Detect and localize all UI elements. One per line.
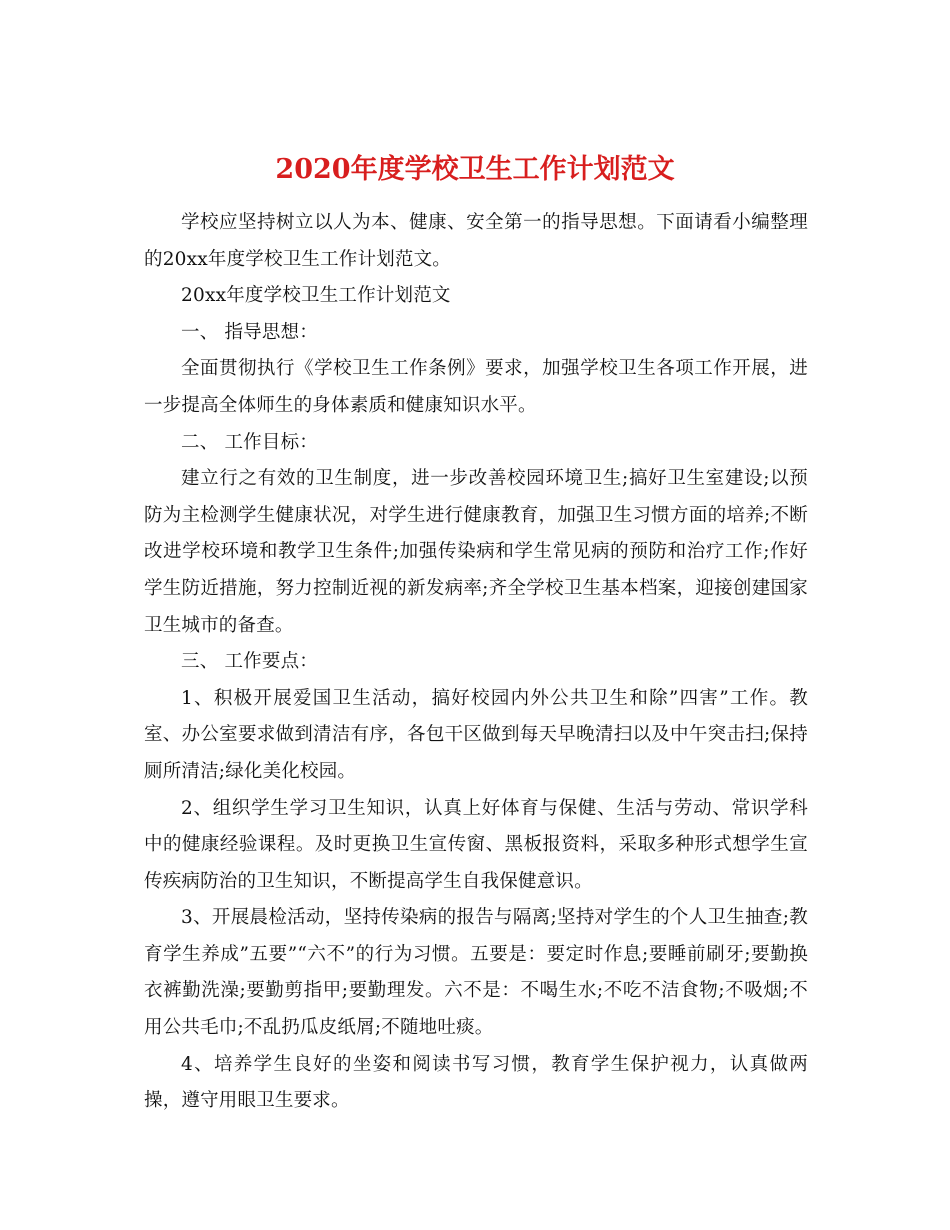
subtitle-paragraph: 20xx年度学校卫生工作计划范文: [181, 285, 451, 307]
section-body-work-goals: 建立行之有效的卫生制度，进一步改善校园环境卫生;搞好卫生室建设;以预防为主检测学生健康状况，对学生进行健康教育，加强卫生习惯方面的培养;不断改进学校环境和教学卫生条件;加强传染病和学生常见病的预防和治疗工作;作好学生防近措施，努力控制近视的新发病率;齐全学校卫生基本档案，迎接创建国家卫生城市的备查。: [144, 468, 808, 636]
work-point-4: 4、培养学生良好的坐姿和阅读书写习惯，教育学生保护视力，认真做两操，遵守用眼卫生要求。: [144, 1053, 808, 1112]
section-heading-work-points: 三、 工作要点：: [181, 651, 318, 673]
work-point-2: 2、组织学生学习卫生知识，认真上好体育与保健、生活与劳动、常识学科中的健康经验课程。及时更换卫生宣传窗、黑板报资料，采取多种形式想学生宣传疾病防治的卫生知识，不断提高学生自我保健意识。: [144, 797, 808, 892]
section-heading-guiding-thought: 一、 指导思想：: [181, 321, 318, 343]
intro-paragraph: 学校应坚持树立以人为本、健康、安全第一的指导思想。下面请看小编整理的20xx年度学校卫生工作计划范文。: [144, 212, 808, 270]
work-point-3: 3、开展晨检活动，坚持传染病的报告与隔离;坚持对学生的个人卫生抽查;教育学生养成”五要”“六不”的行为习惯。五要是：要定时作息;要睡前刷牙;要勤换衣裤勤洗澡;要勤剪指甲;要勤理发。六不是：不喝生水;不吃不洁食物;不吸烟;不用公共毛巾;不乱扔瓜皮纸屑;不随地吐痰。: [144, 907, 808, 1039]
section-heading-work-goals: 二、 工作目标：: [181, 431, 318, 453]
work-point-1: 1、积极开展爱国卫生活动，搞好校园内外公共卫生和除”四害”工作。教室、办公室要求做到清洁有序，各包干区做到每天早晚清扫以及中午突击扫;保持厕所清洁;绿化美化校园。: [144, 687, 808, 782]
document-body: [144, 205, 808, 1120]
document-title: 2020年度学校卫生工作计划范文: [275, 154, 675, 186]
section-body-guiding-thought: 全面贯彻执行《学校卫生工作条例》要求，加强学校卫生各项工作开展，进一步提高全体师生的身体素质和健康知识水平。: [144, 358, 808, 416]
